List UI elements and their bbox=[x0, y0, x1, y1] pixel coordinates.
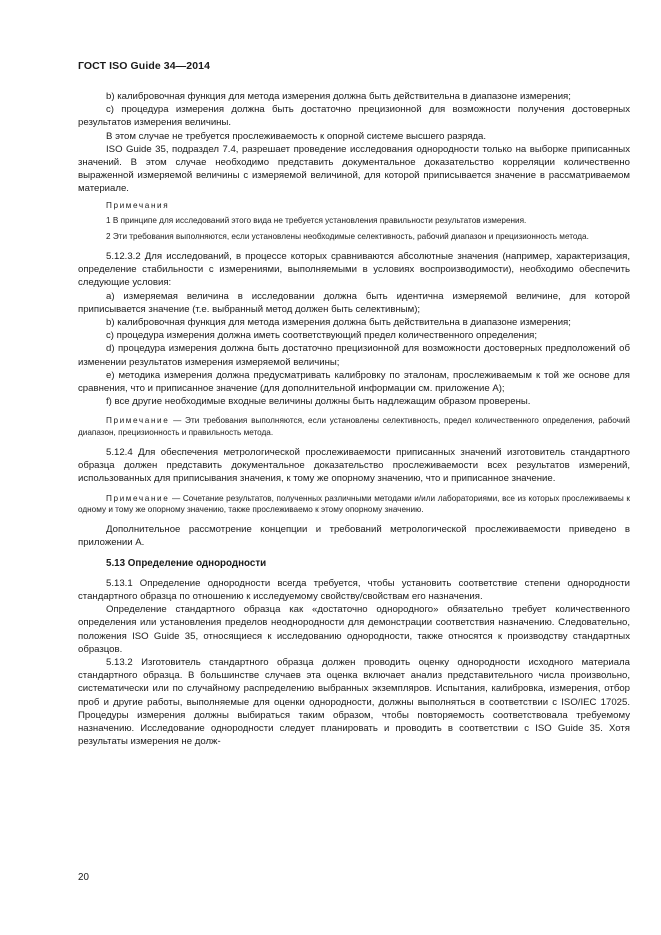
note-text: — Сочетание результатов, полученных различными методами и/или лабораториями, все из которых прослеживаемы к одному и тому же опорному значению, также прослеживаемо к этому опорному значению. bbox=[78, 493, 630, 515]
paragraph: Определение стандартного образца как «достаточно однородного» обязательно требует количественного определения или установления пределов неоднородности для демонстрации соответствия назначению. Следовательно, положения ISO Guide 35, относящиеся к исследованию однородности, также относятся к производству стандартных образцов. bbox=[78, 604, 630, 655]
notes-heading: Примечания bbox=[106, 200, 170, 210]
list-item: c) процедура измерения должна иметь соответствующий предел количественного определения; bbox=[106, 330, 538, 342]
paragraph: 5.12.4 Для обеспечения метрологической прослеживаемости приписанных значений изготовитель стандартного образца должен представить документальное доказательство прослеживаемости всех результатов измерений, использованных для приписывания значения, к тому же опорному значению, что и приписанное значение. bbox=[78, 447, 630, 485]
note-text: — Эти требования выполняются, если установлены селективность, предел количественного определения, рабочий диапазон, прецизионность и правильность метода. bbox=[78, 416, 630, 438]
list-item: e) методика измерения должна предусматривать калибровку по эталонам, прослеживаемым к той же основе для сравнения, что и приписанное значение (для дополнительной информации см. приложение А); bbox=[78, 369, 630, 395]
paragraph: ISO Guide 35, подраздел 7.4, разрешает проведение исследования однородности только на выборке приписанных значений. В этом случае необходимо представить документальное доказательство корреляции количественно выраженной измеряемой величины с измеряемой величиной, для которой приписывается значение в рассматриваемом материале. bbox=[78, 143, 630, 195]
paragraph: 5.13.1 Определение однородности всегда требуется, чтобы установить соответствие степени однородности стандартного образца по отношению к исследуемому свойству/свойствам его назначения. bbox=[78, 577, 630, 603]
note-inline bbox=[78, 415, 630, 439]
paragraph: c) процедура измерения должна быть достаточно прецизионной для возможности получения достоверных результатов измерения величины. bbox=[78, 104, 630, 129]
note-label: Примечание bbox=[106, 416, 170, 426]
page-body bbox=[78, 90, 630, 749]
note-inline bbox=[78, 493, 630, 517]
section-heading: 5.13 Определение однородности bbox=[106, 557, 267, 569]
note-item: 1 В принципе для исследований этого вида не требуется установления правильности результатов измерения. bbox=[106, 216, 527, 226]
document-header: ГОСТ ISO Guide 34—2014 bbox=[78, 60, 211, 72]
paragraph: 5.13.2 Изготовитель стандартного образца должен проводить оценку однородности исходного материала стандартного образца. В большинстве случаев эта оценка включает анализ представительного числа произвольно, систематически или по случайному распределению выбранных экземпляров. Испытания, калибровка, измерения, отбор проб и другие работы, выполняемые для оценки однородности, должны выполняться в соответствии с ISO/IEC 17025. Процедуры измерения должны выбираться таким образом, чтобы повторяемость соответствовала требуемому назначению. Исследование однородности следует планировать и проводить в соответствии с ISO Guide 35. Хотя результаты измерения не долж- bbox=[78, 657, 630, 748]
note-item: 2 Эти требования выполняются, если установлены необходимые селективность, рабочий диапазон и прецизионность метода. bbox=[106, 232, 589, 242]
list-item: d) процедура измерения должна быть достаточно прецизионной для возможности достоверных предположений об изменении результатов измерения измеряемой величины; bbox=[78, 343, 630, 368]
paragraph: 5.12.3.2 Для исследований, в процессе которых сравниваются абсолютные значения (например, характеризация, определение стабильности с измерениями, выполняемыми в условиях воспроизводимости), необходимо обеспечить следующие условия: bbox=[78, 251, 630, 289]
paragraph: Дополнительное рассмотрение концепции и требований метрологической прослеживаемости приведено в приложении А. bbox=[78, 524, 630, 549]
page-number: 20 bbox=[78, 872, 89, 883]
note-label: Примечание bbox=[106, 493, 170, 503]
paragraph: В этом случае не требуется прослеживаемость к опорной системе высшего разряда. bbox=[106, 130, 487, 142]
list-item: a) измеряемая величина в исследовании должна быть идентична измеряемой величине, для которой приписывается значение (т.е. выбранный метод должен быть селективным); bbox=[78, 290, 630, 315]
list-item: f) все другие необходимые входные величины должны быть надлежащим образом проверены. bbox=[106, 396, 531, 408]
list-item: b) калибровочная функция для метода измерения должна быть действительна в диапазоне измерения; bbox=[106, 317, 571, 329]
paragraph: b) калибровочная функция для метода измерения должна быть действительна в диапазоне измерения; bbox=[106, 91, 571, 102]
